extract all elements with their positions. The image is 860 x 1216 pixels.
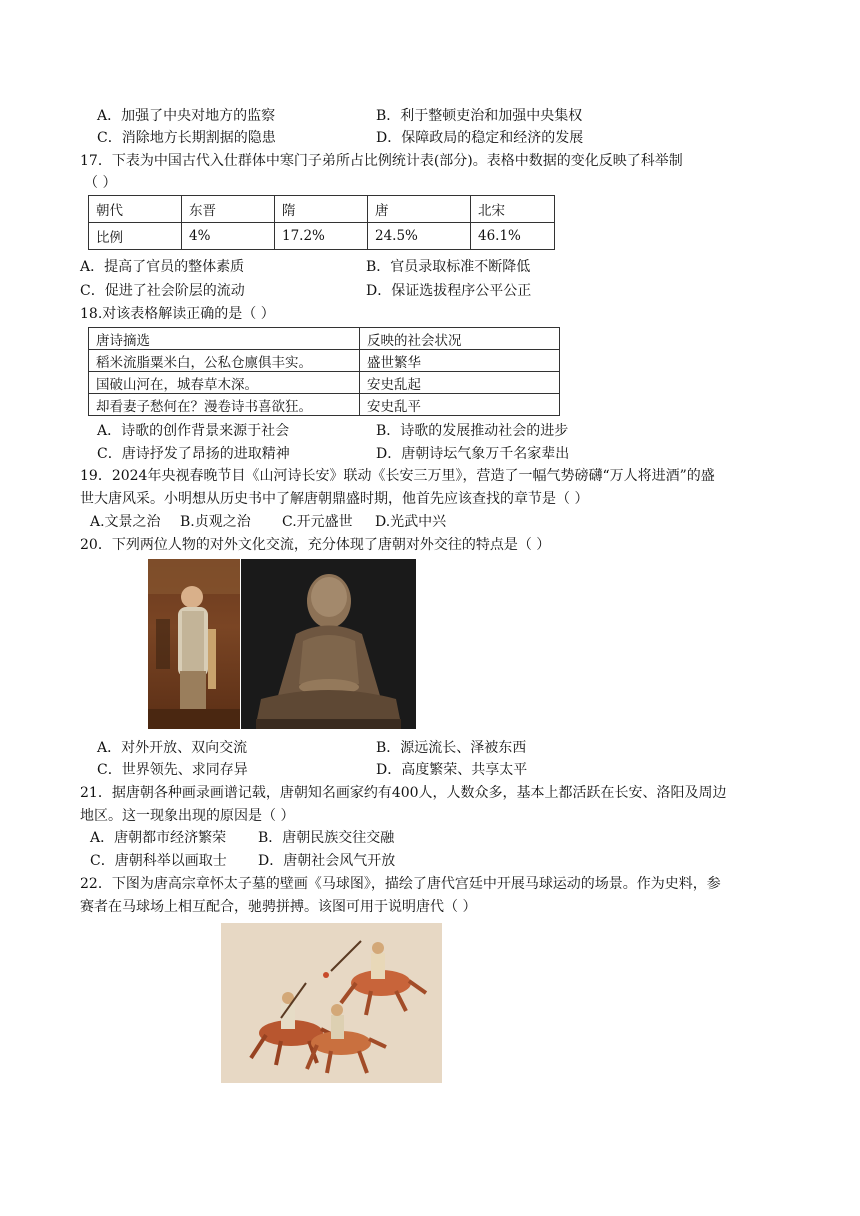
table-cell: 东晋 [182,196,275,223]
table-cell: 朝代 [89,196,182,223]
q21-option-a: A．唐朝都市经济繁荣 [90,830,227,846]
q16-option-d: D．保障政局的稳定和经济的发展 [376,130,584,146]
q20-stem: 20．下列两位人物的对外文化交流，充分体现了唐朝对外交往的特点是（ ） [80,537,551,553]
monk-painting-image [148,559,240,729]
table-cell: 安史乱平 [360,394,560,416]
q20-option-d: D．高度繁荣、共享太平 [376,762,528,778]
q19-stem-line2: 世大唐风采。小明想从历史书中了解唐朝鼎盛时期，他首先应该查找的章节是（ ） [80,491,589,507]
table-cell: 国破山河在，城春草木深。 [89,372,360,394]
table-cell: 比例 [89,223,182,250]
q21-stem-line1: 21．据唐朝各种画录画谱记载，唐朝知名画家约有400人，人数众多，基本上都活跃在长安、洛阳及周边 [80,785,727,801]
q17-table [88,195,555,250]
table-row [89,328,560,350]
q21-option-d: D．唐朝社会风气开放 [258,853,396,869]
table-cell: 北宋 [471,196,555,223]
q19-stem-line1: 19．2024年央视春晚节目《山河诗长安》联动《长安三万里》，营造了一幅气势磅礴“万人将进酒”的盛 [80,468,715,484]
table-cell: 4% [182,223,275,250]
table-cell: 唐 [368,196,471,223]
q18-option-a: A．诗歌的创作背景来源于社会 [97,423,290,439]
q19-option-a: A.文景之治 [90,514,161,530]
table-row [89,196,555,223]
q18-stem: 18.对该表格解读正确的是（ ） [80,306,275,322]
q21-option-b: B．唐朝民族交往交融 [258,830,395,846]
q19-option-d: D.光武中兴 [375,514,447,530]
table-cell: 隋 [275,196,368,223]
q19-option-b: B.贞观之治 [180,514,251,530]
q18-option-d: D．唐朝诗坛气象万千名家辈出 [376,446,570,462]
table-cell: 24.5% [368,223,471,250]
q18-option-b: B．诗歌的发展推动社会的进步 [376,423,569,439]
q22-stem-line1: 22．下图为唐高宗章怀太子墓的壁画《马球图》，描绘了唐代宫廷中开展马球运动的场景。作为史料，参 [80,876,721,892]
q20-option-b: B．源远流长、泽被东西 [376,740,527,756]
q17-option-c: C．促进了社会阶层的流动 [80,283,245,299]
table-cell: 安史乱起 [360,372,560,394]
q17-stem-line1: 17．下表为中国古代入仕群体中寒门子弟所占比例统计表(部分)。表格中数据的变化反映了科举制 [80,153,683,169]
table-cell: 稻米流脂粟米白，公私仓廪俱丰实。 [89,350,360,372]
table-cell: 盛世繁华 [360,350,560,372]
table-row [89,350,560,372]
table-cell: 唐诗摘选 [89,328,360,350]
q17-option-d: D．保证选拔程序公平公正 [366,283,532,299]
table-cell: 17.2% [275,223,368,250]
q18-table [88,327,560,416]
table-cell: 46.1% [471,223,555,250]
q16-option-b: B．利于整顿吏治和加强中央集权 [376,108,583,124]
q21-option-c: C．唐朝科举以画取士 [90,853,227,869]
table-row [89,223,555,250]
table-row [89,394,560,416]
q21-stem-line2: 地区。这一现象出现的原因是（ ） [80,808,295,824]
q17-answer-blank: （ ） [84,175,117,191]
table-cell: 反映的社会状况 [360,328,560,350]
q20-option-c: C．世界领先、求同存异 [97,762,248,778]
table-cell: 却看妻子愁何在？漫卷诗书喜欲狂。 [89,394,360,416]
q16-option-a: A．加强了中央对地方的监察 [97,108,276,124]
q17-option-b: B．官员录取标准不断降低 [366,259,531,275]
polo-mural-image [221,923,442,1083]
q17-option-a: A．提高了官员的整体素质 [80,259,245,275]
q18-option-c: C．唐诗抒发了昂扬的进取精神 [97,446,290,462]
q22-stem-line2: 赛者在马球场上相互配合，驰骋拼搏。该图可用于说明唐代（ ） [80,899,477,915]
q16-option-c: C．消除地方长期割据的隐患 [97,130,276,146]
seated-monk-statue-image [241,559,416,729]
q20-option-a: A．对外开放、双向交流 [97,740,248,756]
q19-option-c: C.开元盛世 [282,514,353,530]
table-row [89,372,560,394]
